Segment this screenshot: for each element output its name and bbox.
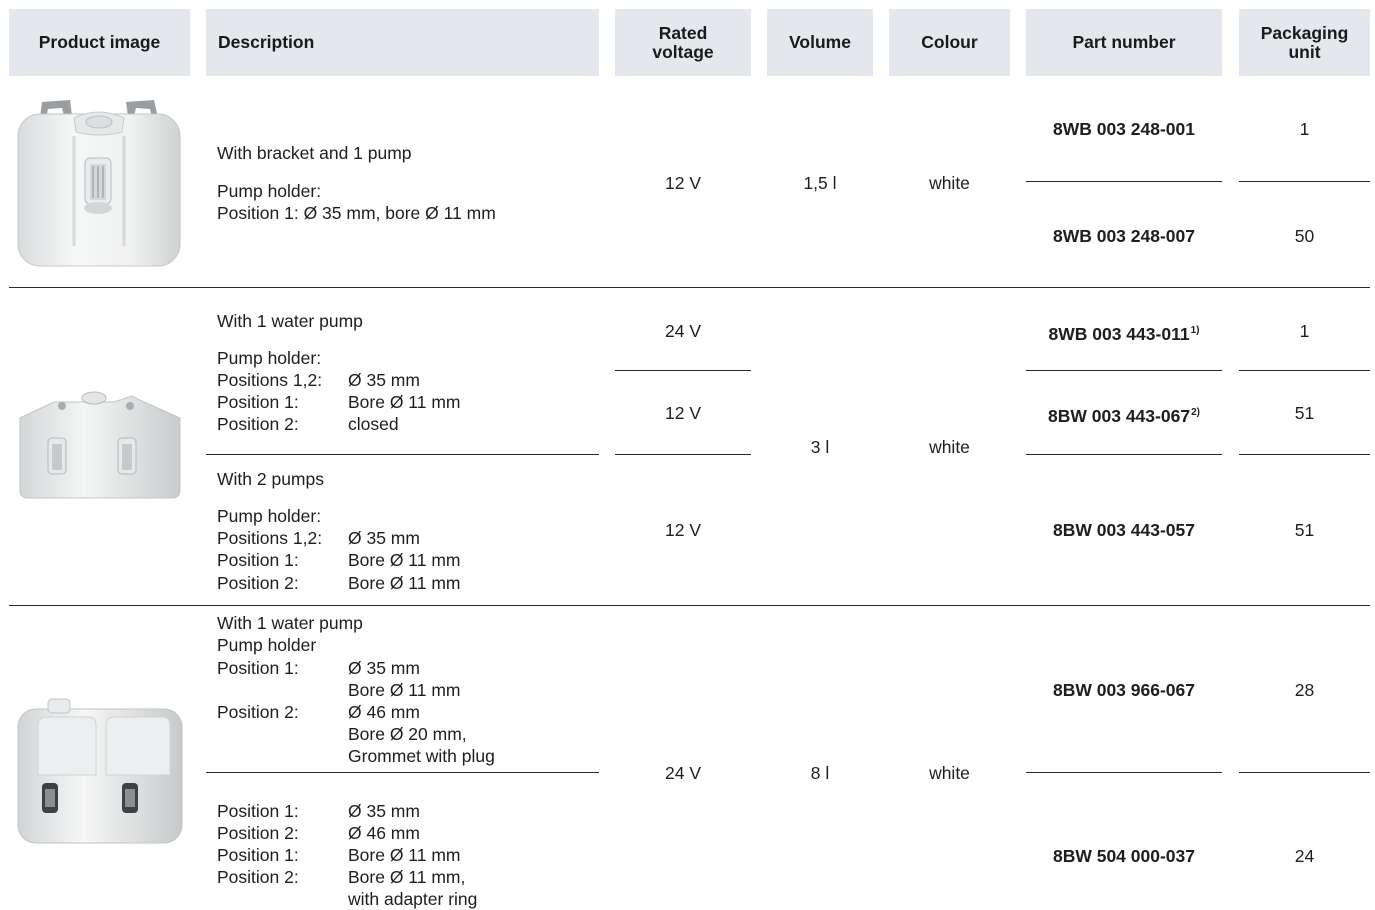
header-colour xyxy=(889,9,1010,76)
header-packaging-line1: Packaging xyxy=(1260,22,1349,43)
row2-a-holder: Pump holder: xyxy=(217,348,322,368)
row2-part-divider-1 xyxy=(1026,370,1222,371)
row2-desc-divider xyxy=(206,454,599,455)
row3-volume: 8 l xyxy=(810,763,830,783)
row2-a-line-1-label: Positions 1,2: xyxy=(217,370,323,390)
row3-a-line-3-label: Position 2: xyxy=(217,702,299,722)
row2-part-number-2-footnote: 2) xyxy=(1191,407,1200,418)
row1-colour: white xyxy=(929,173,970,193)
row2-b-line-3 xyxy=(217,572,461,594)
row3-colour: white xyxy=(929,763,970,783)
row3-b-line-4-value: Bore Ø 11 mm, xyxy=(348,867,466,887)
row-separator-1 xyxy=(9,287,1370,288)
row1-desc-holder: Pump holder: xyxy=(217,181,322,201)
row3-a-line-3-value: Ø 46 mm xyxy=(348,702,420,722)
row3-part-number-1: 8BW 003 966-067 xyxy=(1052,680,1196,700)
row3-a-line-1 xyxy=(217,657,420,679)
header-packaging-unit xyxy=(1239,9,1370,76)
row2-a-line-3 xyxy=(217,413,399,435)
header-product-image-label: Product image xyxy=(38,32,161,52)
row3-b-line-3-label: Position 1: xyxy=(217,845,299,865)
row3-voltage: 24 V xyxy=(665,763,701,783)
row2-a-line-3-label: Position 2: xyxy=(217,414,299,434)
row3-b-line-3 xyxy=(217,844,461,866)
row2-unit-divider-1 xyxy=(1239,370,1370,371)
header-packaging-line2: unit xyxy=(1288,41,1321,62)
row3-unit-divider xyxy=(1239,772,1370,773)
header-rated-voltage-line2: voltage xyxy=(652,41,714,62)
row1-part-number-1: 8WB 003 248-001 xyxy=(1052,119,1196,139)
row3-b-line-2-value: Ø 46 mm xyxy=(348,823,420,843)
row2-a-line-1 xyxy=(217,369,420,391)
row2-b-holder: Pump holder: xyxy=(217,506,322,526)
row3-a-line-5-value: Grommet with plug xyxy=(348,746,495,766)
row2-a-line-2-label: Position 1: xyxy=(217,392,299,412)
row3-b-line-2-label: Position 2: xyxy=(217,823,299,843)
header-volume xyxy=(767,9,873,76)
washer-tank-8l-icon xyxy=(14,695,184,845)
row1-packaging-1: 1 xyxy=(1299,119,1310,139)
header-rated-voltage-line1: Rated xyxy=(658,22,708,43)
row2-part-number-2 xyxy=(1026,402,1222,427)
row2-b-line-2-label: Position 1: xyxy=(217,550,299,570)
row3-a-line-2 xyxy=(217,679,461,701)
row2-part-number-3: 8BW 003 443-057 xyxy=(1052,520,1196,540)
row1-desc-title: With bracket and 1 pump xyxy=(217,143,412,163)
row3-a-line-3 xyxy=(217,701,420,723)
row2-a-line-1-value: Ø 35 mm xyxy=(348,370,420,390)
row3-b-line-4-label: Position 2: xyxy=(217,867,299,887)
row2-part-number-1-footnote: 1) xyxy=(1190,325,1200,336)
washer-tank-1-5l-icon xyxy=(14,96,184,270)
row2-b-line-1-value: Ø 35 mm xyxy=(348,528,420,548)
row2-packaging-1: 1 xyxy=(1299,321,1310,341)
header-volume-label: Volume xyxy=(789,32,851,52)
row2-b-title: With 2 pumps xyxy=(217,469,324,489)
row2-voltage-divider-1 xyxy=(615,370,751,371)
row2-part-number-1-value: 8WB 003 443-011 xyxy=(1048,324,1190,344)
row2-b-line-1 xyxy=(217,527,420,549)
row2-b-line-3-label: Position 2: xyxy=(217,573,299,593)
row2-a-title: With 1 water pump xyxy=(217,311,363,331)
row3-a-line-1-value: Ø 35 mm xyxy=(348,658,420,678)
row3-b-line-1-value: Ø 35 mm xyxy=(348,801,420,821)
row1-packaging-2: 50 xyxy=(1294,226,1315,246)
row3-b-line-1 xyxy=(217,800,420,822)
row2-part-number-1 xyxy=(1026,320,1222,345)
row3-a-title: With 1 water pump xyxy=(217,613,363,633)
row2-voltage-1: 24 V xyxy=(665,321,701,341)
row2-b-line-2 xyxy=(217,549,461,571)
row2-volume: 3 l xyxy=(810,437,830,457)
row1-volume: 1,5 l xyxy=(803,173,837,193)
row3-packaging-1: 28 xyxy=(1294,680,1315,700)
row2-part-divider-2 xyxy=(1026,454,1222,455)
header-part-number-label: Part number xyxy=(1072,32,1176,52)
washer-tank-3l-icon xyxy=(14,390,184,502)
row2-b-line-1-label: Positions 1,2: xyxy=(217,528,323,548)
row3-b-line-1-label: Position 1: xyxy=(217,801,299,821)
header-product-image xyxy=(9,9,190,76)
row2-a-line-3-value: closed xyxy=(348,414,399,434)
row3-a-line-5 xyxy=(217,745,495,767)
row3-a-holder: Pump holder xyxy=(217,635,317,655)
row2-a-line-2 xyxy=(217,391,461,413)
row1-desc-position: Position 1: Ø 35 mm, bore Ø 11 mm xyxy=(217,203,496,223)
header-colour-label: Colour xyxy=(921,32,978,52)
row2-b-line-3-value: Bore Ø 11 mm xyxy=(348,573,461,593)
row1-part-number-2: 8WB 003 248-007 xyxy=(1052,226,1196,246)
row1-voltage: 12 V xyxy=(665,173,701,193)
row-separator-2 xyxy=(9,605,1370,606)
row3-b-line-3-value: Bore Ø 11 mm xyxy=(348,845,461,865)
row2-part-number-2-value: 8BW 003 443-067 xyxy=(1048,406,1191,426)
header-description-label: Description xyxy=(218,32,315,52)
row1-part-divider xyxy=(1026,181,1222,182)
header-rated-voltage xyxy=(615,9,751,76)
row3-b-line-4 xyxy=(217,866,465,888)
row3-a-line-4-value: Bore Ø 20 mm, xyxy=(348,724,467,744)
row3-part-divider xyxy=(1026,772,1222,773)
row3-b-line-2 xyxy=(217,822,420,844)
row1-unit-divider xyxy=(1239,181,1370,182)
header-description xyxy=(206,9,599,76)
row3-a-line-1-label: Position 1: xyxy=(217,658,299,678)
row2-a-line-2-value: Bore Ø 11 mm xyxy=(348,392,461,412)
row2-colour: white xyxy=(929,437,970,457)
row2-b-line-2-value: Bore Ø 11 mm xyxy=(348,550,461,570)
row3-part-number-2: 8BW 504 000-037 xyxy=(1052,846,1196,866)
row3-packaging-2: 24 xyxy=(1294,846,1315,866)
row2-voltage-2: 12 V xyxy=(665,403,701,423)
row3-a-line-4 xyxy=(217,723,467,745)
header-part-number xyxy=(1026,9,1222,76)
row3-desc-divider xyxy=(206,772,599,773)
row2-unit-divider-2 xyxy=(1239,454,1370,455)
row2-voltage-3: 12 V xyxy=(665,520,701,540)
row2-voltage-divider-2 xyxy=(615,454,751,455)
row2-packaging-2: 51 xyxy=(1294,403,1315,423)
row3-b-line-5 xyxy=(217,888,477,910)
row2-packaging-3: 51 xyxy=(1294,520,1315,540)
row3-b-line-5-value: with adapter ring xyxy=(348,889,478,909)
row3-a-line-2-value: Bore Ø 11 mm xyxy=(348,680,461,700)
